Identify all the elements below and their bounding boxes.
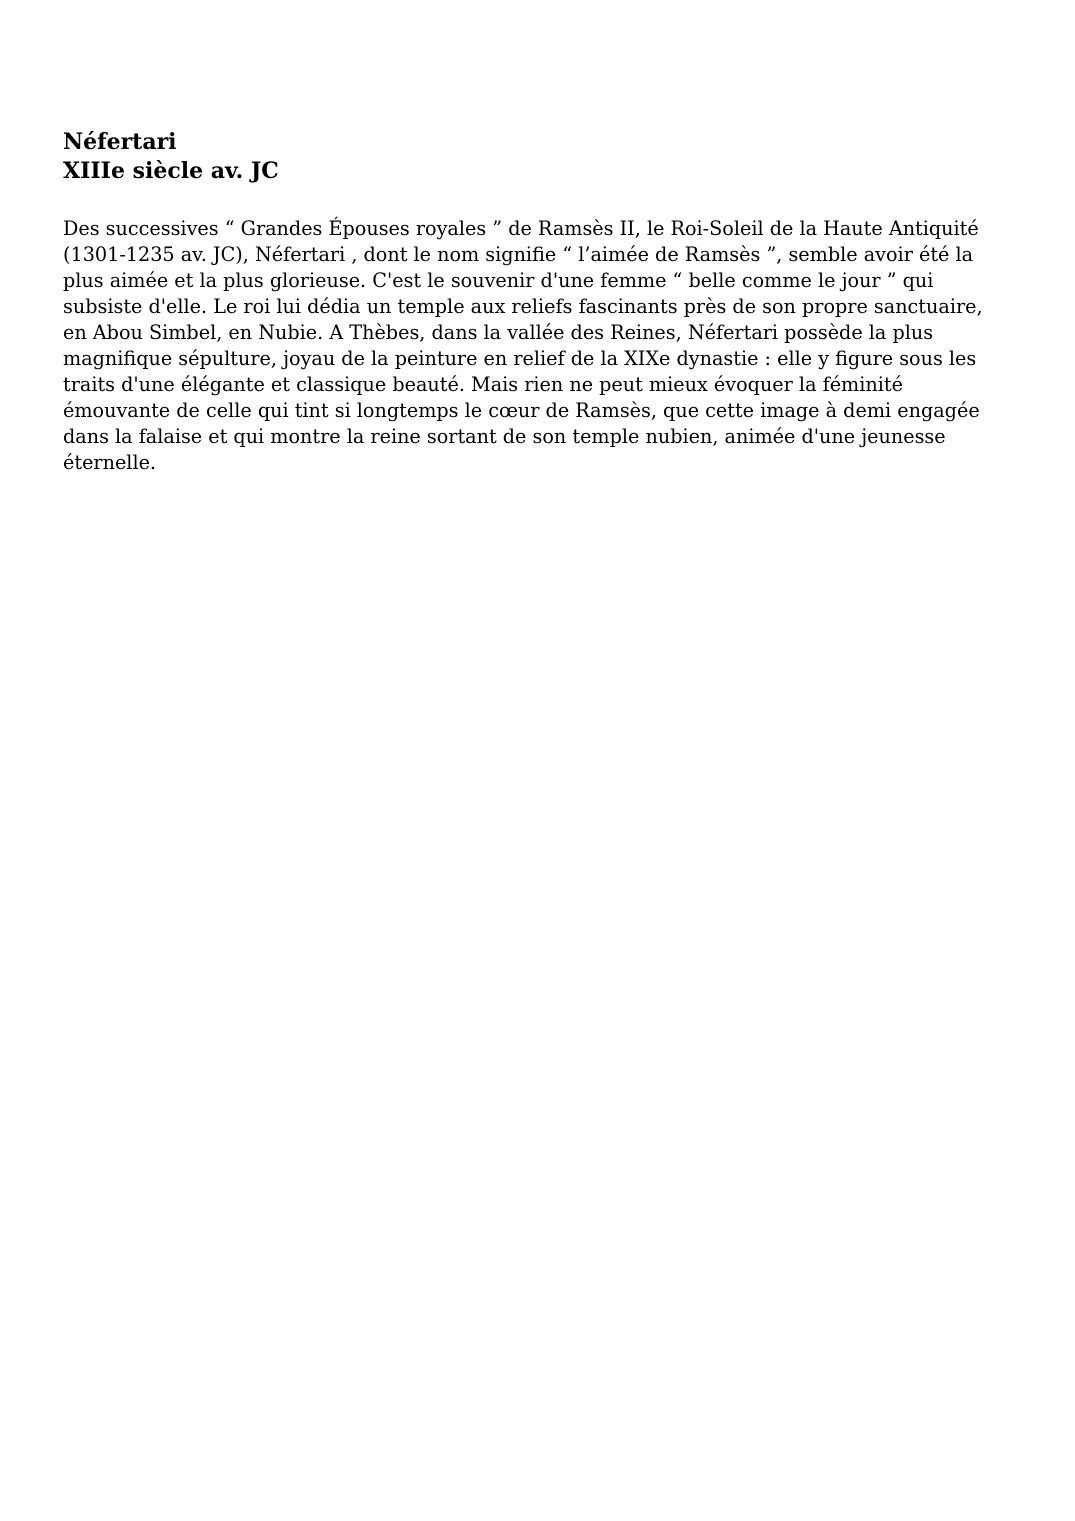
paragraph-line: dans la falaise et qui montre la reine sortant de son temple nubien, animée d'une jeunesse [63, 425, 946, 448]
body-paragraph [63, 216, 1013, 476]
document-title: Néfertari [63, 129, 177, 155]
paragraph-line: éternelle. [63, 451, 157, 474]
paragraph-line: traits d'une élégante et classique beauté. Mais rien ne peut mieux évoquer la féminité [63, 373, 903, 396]
paragraph-line: subsiste d'elle. Le roi lui dédia un temple aux reliefs fascinants près de son propre sanctuaire, [63, 295, 983, 318]
paragraph-line: Des successives “ Grandes Épouses royales ” de Ramsès II, le Roi-Soleil de la Haute Antiquité [63, 217, 979, 240]
paragraph-line: magnifique sépulture, joyau de la peinture en relief de la XIXe dynastie : elle y figure sous les [63, 347, 977, 370]
paragraph-line: plus aimée et la plus glorieuse. C'est le souvenir d'une femme “ belle comme le jour ” qui [63, 269, 934, 292]
document-subtitle: XIIIe siècle av. JC [63, 158, 279, 184]
paragraph-line: émouvante de celle qui tint si longtemps le cœur de Ramsès, que cette image à demi engagée [63, 399, 980, 422]
paragraph-line: en Abou Simbel, en Nubie. A Thèbes, dans la vallée des Reines, Néfertari possède la plus [63, 321, 934, 344]
paragraph-line: (1301-1235 av. JC), Néfertari , dont le nom signifie “ l’aimée de Ramsès ”, semble avoir été la [63, 243, 974, 266]
document-content [63, 128, 1013, 476]
